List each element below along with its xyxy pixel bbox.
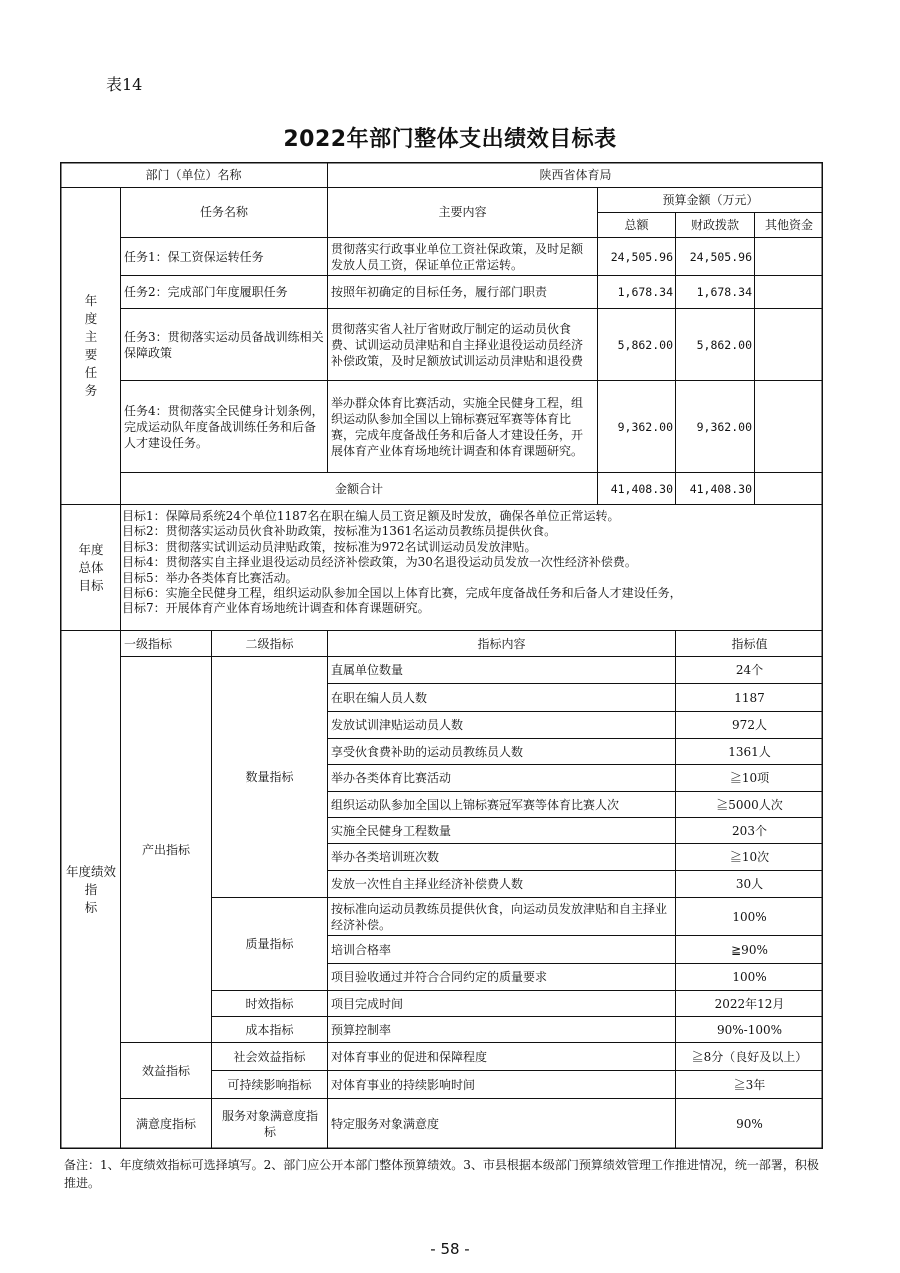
l2-social: 社会效益指标: [233, 1049, 306, 1064]
task-other: [755, 309, 823, 380]
indicator-value: 30人: [735, 877, 764, 891]
goal-line: 目标1：保障局系统24个单位1187名在职在编人员工资足额及时发放，确保各单位正常运转。: [122, 509, 620, 523]
l1-benefit: 效益指标: [141, 1063, 190, 1078]
col-l1: 一级指标: [124, 636, 173, 651]
indicator-content: 组织运动队参加全国以上锦标赛冠军赛等体育比赛人次: [331, 797, 620, 812]
task-fiscal: 1,678.34: [696, 285, 752, 299]
task-name: 任务2：完成部门年度履职任务: [124, 285, 288, 299]
task-fiscal: 5,862.00: [696, 337, 752, 352]
goal-line: 目标7：开展体育产业体育场地统计调查和体育课题研究。: [122, 601, 430, 616]
indicator-value: 2022年12月: [714, 996, 785, 1011]
indicator-content: 举办各类体育比赛活动: [331, 771, 452, 785]
tasks-section-label: 年 度 主 要 任 务: [84, 292, 98, 398]
indicator-value: ≧5000人次: [716, 797, 783, 812]
goals-text: [122, 509, 822, 617]
indicator-value: 203个: [732, 823, 767, 838]
indicator-content: 预算控制率: [331, 1022, 392, 1037]
page-number: - 58 -: [430, 1240, 470, 1258]
indicator-content: 在职在编人员人数: [331, 690, 428, 705]
indicator-content: 项目验收通过并符合合同约定的质量要求: [331, 970, 548, 984]
indicator-value: 972人: [732, 718, 767, 732]
dept-value: 陕西省体育局: [539, 167, 612, 182]
task-content: 按照年初确定的目标任务，履行部门职责: [331, 285, 548, 299]
col-total: 总额: [624, 217, 649, 232]
task-name: 任务4：贯彻落实全民健身计划条例，完成运动队年度备战训练任务和后备人才建设任务。: [124, 403, 324, 450]
task-total: 9,362.00: [617, 419, 673, 434]
sum-fiscal: 41,408.30: [689, 481, 752, 496]
l2-cost: 成本指标: [245, 1022, 294, 1037]
indicator-content: 举办各类培训班次数: [331, 850, 440, 864]
goal-line: 目标6：实施全民健身工程，组织运动队参加全国以上体育比赛，完成年度备战任务和后备人才建设任务，: [122, 586, 682, 601]
l2-sustainable: 可持续影响指标: [227, 1077, 312, 1092]
goal-line: 目标3：贯彻落实试训运动员津贴政策，按标准为972名试训运动员发放津贴。: [122, 539, 537, 554]
task-total: 5,862.00: [617, 337, 673, 352]
task-other: [755, 276, 823, 308]
indicator-value: 90%: [736, 1117, 763, 1131]
indicator-value: ≧8分（良好及以上）: [691, 1049, 808, 1064]
col-task-name: 任务名称: [199, 205, 248, 219]
task-fiscal: 24,505.96: [689, 249, 752, 264]
l1-satisfaction: 满意度指标: [135, 1117, 196, 1131]
indicator-value: 24个: [735, 663, 764, 677]
indicator-content: 实施全民健身工程数量: [331, 823, 452, 838]
indicator-content: 发放试训津贴运动员人数: [331, 718, 464, 732]
indicator-content: 对体育事业的持续影响时间: [331, 1077, 476, 1092]
indicator-content: 按标准向运动员教练员提供伙食，向运动员发放津贴和自主择业经济补偿。: [331, 901, 668, 932]
task-name: 任务1：保工资保运转任务: [124, 249, 264, 264]
indicator-value: 100%: [732, 970, 767, 984]
l2-quality: 质量指标: [245, 937, 294, 951]
l2-service: 服务对象满意度指标: [221, 1109, 318, 1139]
task-fiscal: 9,362.00: [696, 419, 752, 434]
indicator-value: ≧10项: [729, 771, 770, 785]
indicator-content: 发放一次性自主择业经济补偿费人数: [331, 877, 524, 891]
l2-timeliness: 时效指标: [245, 996, 294, 1011]
page-title: 2022年部门整体支出绩效目标表: [283, 127, 617, 152]
task-name: 任务3：贯彻落实运动员备战训练相关保障政策: [124, 329, 324, 360]
sum-total: 41,408.30: [610, 481, 673, 496]
indicator-content: 培训合格率: [331, 942, 392, 957]
dept-label: 部门（单位）名称: [145, 167, 242, 182]
indicators-section-label: 年度绩效指 标: [66, 864, 117, 915]
goal-line: 目标4：贯彻落实自主择业退役运动员经济补偿政策，为30名退役运动员发放一次性经济补偿费。: [122, 555, 637, 570]
indicator-value: 90%-100%: [716, 1022, 783, 1037]
footnote: 备注：1、年度绩效指标可选择填写。2、部门应公开本部门整体预算绩效。3、市县根据本级部门预算绩效管理工作推进情况，统一部署，积极推进。: [64, 1158, 819, 1190]
indicator-content: 对体育事业的促进和保障程度: [331, 1049, 488, 1064]
indicator-content: 享受伙食费补助的运动员教练员人数: [331, 744, 524, 759]
goal-line: 目标2：贯彻落实运动员伙食补助政策，按标准为1361名运动员教练员提供伙食。: [122, 524, 557, 539]
col-other: 其他资金: [764, 217, 813, 232]
task-content: 贯彻落实省人社厅省财政厅制定的运动员伙食费、试训运动员津贴和自主择业退役运动员经济补偿政策，及时足额放试训运动员津贴和退役费: [331, 321, 584, 368]
task-total: 1,678.34: [617, 285, 673, 299]
col-budget: 预算金额（万元）: [662, 192, 759, 207]
performance-target-table: [60, 162, 823, 1149]
sum-other: [755, 473, 823, 504]
indicator-content: 项目完成时间: [331, 996, 404, 1011]
indicator-content: 特定服务对象满意度: [331, 1117, 440, 1131]
col-l2: 二级指标: [245, 636, 294, 651]
indicator-content: 直属单位数量: [331, 663, 404, 677]
task-other: [755, 238, 823, 275]
indicator-value: ≧10次: [729, 850, 770, 864]
goal-line: 目标5：举办各类体育比赛活动。: [122, 570, 298, 585]
col-task-content: 主要内容: [438, 205, 487, 219]
indicator-value: ≧90%: [731, 942, 768, 957]
task-content: 贯彻落实行政事业单位工资社保政策，及时足额发放人员工资，保证单位正常运转。: [331, 241, 584, 272]
col-indicator-content: 指标内容: [477, 636, 526, 651]
indicator-value: 100%: [732, 909, 767, 924]
goals-section-label: 年度 总体 目标: [78, 541, 104, 593]
table-label: 表14: [106, 75, 143, 94]
task-other: [755, 381, 823, 472]
col-fiscal: 财政拨款: [690, 217, 739, 232]
indicator-value: 1361人: [728, 744, 771, 759]
col-indicator-value: 指标值: [731, 636, 768, 651]
indicator-value: 1187: [734, 690, 765, 705]
l1-output: 产出指标: [141, 842, 190, 857]
indicator-value: ≧3年: [733, 1077, 766, 1092]
task-total: 24,505.96: [610, 249, 673, 264]
l2-quantity: 数量指标: [245, 770, 294, 784]
sum-label: 金额合计: [334, 481, 383, 496]
task-content: 举办群众体育比赛活动，实施全民健身工程，组织运动队参加全国以上锦标赛冠军赛等体育比赛，完成年度备战任务和后备人才建设任务，开展体育产业体育场地统计调查和体育课题研究。: [331, 395, 584, 458]
